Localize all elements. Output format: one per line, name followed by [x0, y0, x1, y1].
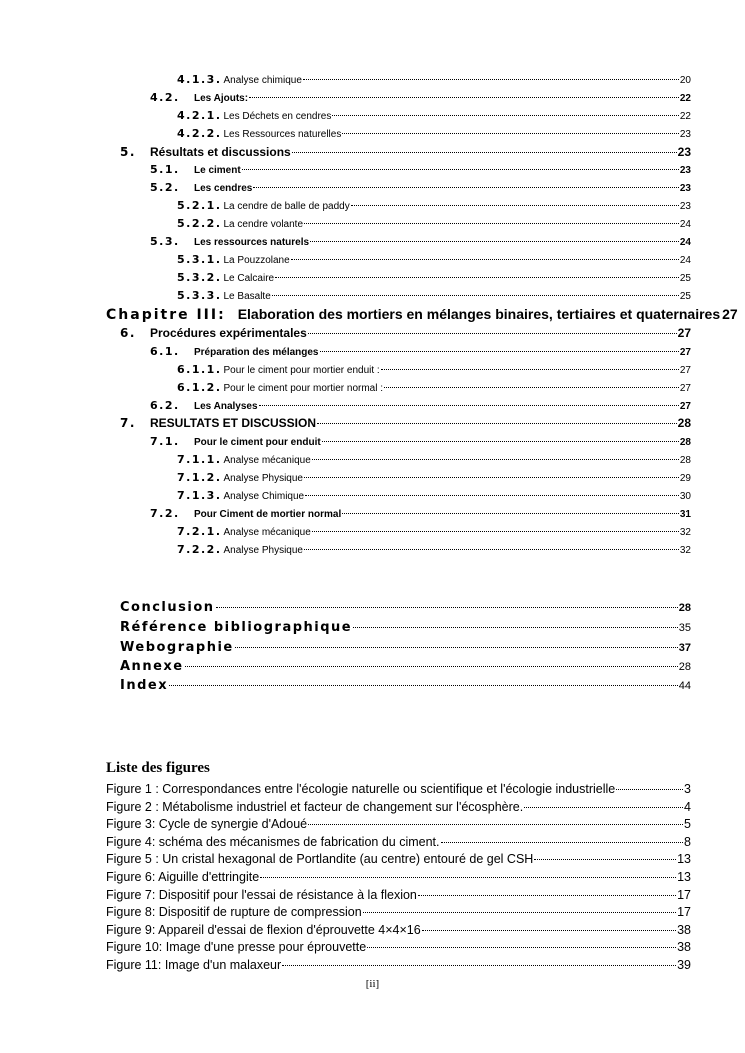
toc-entry	[177, 289, 691, 302]
toc-number: 4.2.1.	[177, 109, 222, 122]
figure-title: Figure 10: Image d'une presse pour éprouvette	[106, 940, 367, 955]
dot-leader	[305, 495, 679, 496]
toc-title: Résultats et discussions	[150, 145, 291, 159]
toc-number: 5.3.3.	[177, 289, 222, 302]
figure-title: Figure 2 : Métabolisme industriel et facteur de changement sur l'écosphère.	[106, 799, 524, 814]
toc-number: 7.2.2.	[177, 543, 222, 556]
toc-title: Analyse mécanique	[223, 455, 311, 466]
end-section-entry	[120, 600, 691, 615]
dot-leader	[332, 115, 679, 116]
toc-entry	[120, 145, 691, 159]
toc-page: 27	[679, 401, 691, 412]
figure-page: 5	[684, 817, 691, 832]
figure-page: 17	[677, 905, 691, 920]
toc-entry	[177, 363, 691, 376]
toc-number: 5.3.	[150, 235, 180, 248]
toc-title: Le Basalte	[223, 291, 271, 302]
toc-entry	[150, 345, 691, 358]
dot-leader	[367, 947, 676, 948]
toc-number: 5.1.	[150, 163, 180, 176]
dot-leader	[534, 859, 676, 860]
toc-number: 6.2.	[150, 399, 180, 412]
toc-number: 5.	[120, 145, 136, 159]
figure-entry	[106, 923, 691, 937]
toc-entry	[177, 381, 691, 394]
toc-entry	[177, 199, 691, 212]
toc-title: Analyse chimique	[223, 75, 302, 86]
dot-leader	[616, 789, 683, 790]
toc-number: 7.1.1.	[177, 453, 222, 466]
end-section-title: Conclusion	[120, 600, 215, 615]
dot-leader	[353, 627, 678, 628]
toc-number: 5.2.2.	[177, 217, 222, 230]
dot-leader	[282, 965, 676, 966]
toc-page: 29	[679, 473, 691, 484]
toc-page: 24	[679, 219, 691, 230]
toc-number: 7.1.	[150, 435, 180, 448]
end-section-page: 28	[678, 602, 691, 614]
toc-page: 20	[679, 75, 691, 86]
toc-number: 4.2.2.	[177, 127, 222, 140]
toc-entry	[177, 253, 691, 266]
toc-entry	[150, 91, 691, 104]
dot-leader	[384, 387, 679, 388]
dot-leader	[310, 241, 679, 242]
toc-number: 7.1.3.	[177, 489, 222, 502]
toc-title: Pour Ciment de mortier normal	[194, 509, 342, 520]
toc-page: 32	[679, 527, 691, 538]
dot-leader	[342, 513, 679, 514]
end-section-page: 44	[678, 680, 691, 692]
figure-entry	[106, 817, 691, 831]
figure-page: 8	[684, 834, 691, 849]
toc-title: Elaboration des mortiers en mélanges binaires, tertiaires et quaternaires	[237, 306, 721, 322]
dot-leader	[304, 477, 679, 478]
toc-page: 30	[679, 491, 691, 502]
dot-leader	[441, 842, 684, 843]
toc-page: 27	[722, 306, 738, 322]
dot-leader	[363, 912, 676, 913]
dot-leader	[524, 807, 683, 808]
figure-title: Figure 6: Aiguille d'ettringite	[106, 870, 260, 884]
toc-title: Les Ajouts:	[194, 93, 249, 104]
toc-entry	[150, 507, 691, 520]
end-section-title: Référence bibliographique	[120, 620, 353, 635]
figure-page: 38	[677, 940, 691, 955]
figure-page: 13	[677, 870, 691, 884]
toc-title: Le ciment	[194, 165, 241, 176]
toc-title: Préparation des mélanges	[194, 347, 319, 358]
end-section-page: 35	[678, 622, 691, 634]
dot-leader	[291, 259, 679, 260]
toc-entry	[120, 326, 691, 340]
end-section-title: Annexe	[120, 659, 184, 674]
dot-leader	[381, 369, 679, 370]
toc-page: 24	[679, 237, 691, 248]
toc-number: Chapitre III:	[106, 307, 226, 323]
end-section-title: Webographie	[120, 640, 234, 655]
toc-title: Analyse Physique	[223, 545, 303, 556]
toc-page: 27	[677, 326, 691, 340]
figure-page: 3	[684, 782, 691, 796]
toc-page: 24	[679, 255, 691, 266]
dot-leader	[185, 666, 678, 667]
dot-leader	[304, 549, 679, 550]
toc-entry	[177, 109, 691, 122]
toc-page: 27	[679, 347, 691, 358]
figure-entry	[106, 835, 691, 849]
figure-title: Figure 5 : Un cristal hexagonal de Portlandite (au centre) entouré de gel CSH	[106, 852, 534, 867]
dot-leader	[292, 152, 677, 153]
toc-number: 4.2.	[150, 91, 180, 104]
figure-page: 13	[677, 852, 691, 867]
figure-entry	[106, 905, 691, 919]
toc-entry	[177, 217, 691, 230]
toc-number: 7.	[120, 416, 136, 430]
toc-title: Pour le ciment pour mortier enduit :	[223, 365, 380, 376]
toc-page: 23	[679, 129, 691, 140]
dot-leader	[320, 351, 679, 352]
toc-entry	[120, 416, 691, 430]
toc-page: 23	[679, 201, 691, 212]
dot-leader	[259, 405, 679, 406]
dot-leader	[253, 187, 679, 188]
dot-leader	[275, 277, 679, 278]
toc-title: Analyse Chimique	[223, 491, 305, 502]
figure-entry	[106, 782, 691, 796]
toc-entry	[177, 127, 691, 140]
toc-page: 32	[679, 545, 691, 556]
toc-title: La Pouzzolane	[223, 255, 290, 266]
dot-leader	[322, 441, 679, 442]
dot-leader	[169, 685, 678, 686]
toc-page: 25	[679, 291, 691, 302]
figure-entry	[106, 800, 691, 814]
toc-entry	[177, 543, 691, 556]
dot-leader	[304, 223, 679, 224]
end-section-entry	[120, 620, 691, 635]
dot-leader	[312, 459, 679, 460]
dot-leader	[317, 423, 677, 424]
toc-number: 5.3.1.	[177, 253, 222, 266]
toc-number: 6.	[120, 326, 136, 340]
toc-entry	[150, 181, 691, 194]
dot-leader	[308, 333, 677, 334]
dot-leader	[235, 647, 678, 648]
toc-page: 25	[679, 273, 691, 284]
toc-title: Les Déchets en cendres	[223, 111, 332, 122]
end-section-page: 37	[678, 642, 691, 654]
toc-title: Analyse mécanique	[223, 527, 311, 538]
toc-number: 5.3.2.	[177, 271, 222, 284]
toc-page: 27	[679, 365, 691, 376]
dot-leader	[418, 895, 676, 896]
figures-heading: Liste des figures	[106, 760, 210, 776]
toc-number: 5.2.1.	[177, 199, 222, 212]
toc-number: 7.2.	[150, 507, 180, 520]
dot-leader	[303, 79, 679, 80]
toc-page: 28	[677, 416, 691, 430]
toc-entry	[177, 73, 691, 86]
toc-title: La cendre volante	[223, 219, 304, 230]
figure-page: 4	[684, 799, 691, 814]
dot-leader	[308, 824, 683, 825]
figure-entry	[106, 870, 691, 884]
toc-entry	[150, 435, 691, 448]
toc-page: 23	[677, 145, 691, 159]
end-section-entry	[120, 678, 691, 693]
dot-leader	[242, 169, 679, 170]
toc-page: 23	[679, 183, 691, 194]
toc-number: 6.1.1.	[177, 363, 222, 376]
end-section-entry	[120, 659, 691, 674]
dot-leader	[342, 133, 679, 134]
figure-title: Figure 11: Image d'un malaxeur	[106, 958, 282, 972]
figure-page: 17	[677, 887, 691, 902]
figure-title: Figure 4: schéma des mécanismes de fabrication du ciment.	[106, 834, 440, 849]
toc-number: 6.1.	[150, 345, 180, 358]
dot-leader	[260, 877, 676, 878]
toc-page: 22	[679, 111, 691, 122]
toc-entry	[150, 163, 691, 176]
toc-title: Les ressources naturels	[194, 237, 310, 248]
figure-page: 38	[677, 922, 691, 937]
dot-leader	[422, 930, 676, 931]
toc-number: 7.1.2.	[177, 471, 222, 484]
toc-title: Les cendres	[194, 183, 253, 194]
figure-title: Figure 7: Dispositif pour l'essai de résistance à la flexion	[106, 887, 417, 902]
toc-title: Procédures expérimentales	[150, 326, 307, 340]
figure-page: 39	[677, 958, 691, 972]
end-section-page: 28	[678, 661, 691, 673]
toc-entry	[177, 489, 691, 502]
end-section-entry	[120, 640, 691, 655]
toc-entry	[177, 471, 691, 484]
figure-title: Figure 9: Appareil d'essai de flexion d'éprouvette 4×4×16	[106, 922, 421, 937]
figure-title: Figure 8: Dispositif de rupture de compression	[106, 905, 362, 920]
toc-page: 28	[679, 455, 691, 466]
toc-title: Analyse Physique	[223, 473, 303, 484]
toc-entry	[177, 525, 691, 538]
page-number: [ii]	[365, 978, 380, 990]
dot-leader	[272, 295, 679, 296]
toc-number: 6.1.2.	[177, 381, 222, 394]
figure-entry	[106, 958, 691, 972]
toc-title: Les Ressources naturelles	[223, 129, 342, 140]
figure-entry	[106, 888, 691, 902]
dot-leader	[351, 205, 679, 206]
toc-page: 31	[679, 509, 691, 520]
toc-page: 23	[679, 165, 691, 176]
end-section-title: Index	[120, 678, 169, 693]
figure-title: Figure 1 : Correspondances entre l'écologie naturelle ou scientifique et l'écologie industrielle	[106, 782, 616, 796]
toc-page: 22	[679, 93, 691, 104]
toc-entry	[150, 235, 691, 248]
toc-number: 4.1.3.	[177, 73, 222, 86]
toc-entry	[177, 453, 691, 466]
toc-page: 27	[679, 383, 691, 394]
figure-entry	[106, 940, 691, 954]
toc-number: 5.2.	[150, 181, 180, 194]
toc-title: Pour le ciment pour mortier normal :	[223, 383, 384, 394]
toc-title: Le Calcaire	[223, 273, 275, 284]
toc-title: La cendre de balle de paddy	[223, 201, 350, 212]
toc-page: 28	[679, 437, 691, 448]
figure-title: Figure 3: Cycle de synergie d'Adoué	[106, 817, 308, 832]
dot-leader	[312, 531, 679, 532]
figure-entry	[106, 852, 691, 866]
toc-title: Les Analyses	[194, 401, 258, 412]
dot-leader	[249, 97, 679, 98]
dot-leader	[216, 607, 678, 608]
toc-title: RESULTATS ET DISCUSSION	[150, 416, 317, 430]
toc-title: Pour le ciment pour enduit	[194, 437, 321, 448]
toc-entry	[177, 271, 691, 284]
toc-entry	[106, 306, 738, 323]
toc-number: 7.2.1.	[177, 525, 222, 538]
toc-entry	[150, 399, 691, 412]
